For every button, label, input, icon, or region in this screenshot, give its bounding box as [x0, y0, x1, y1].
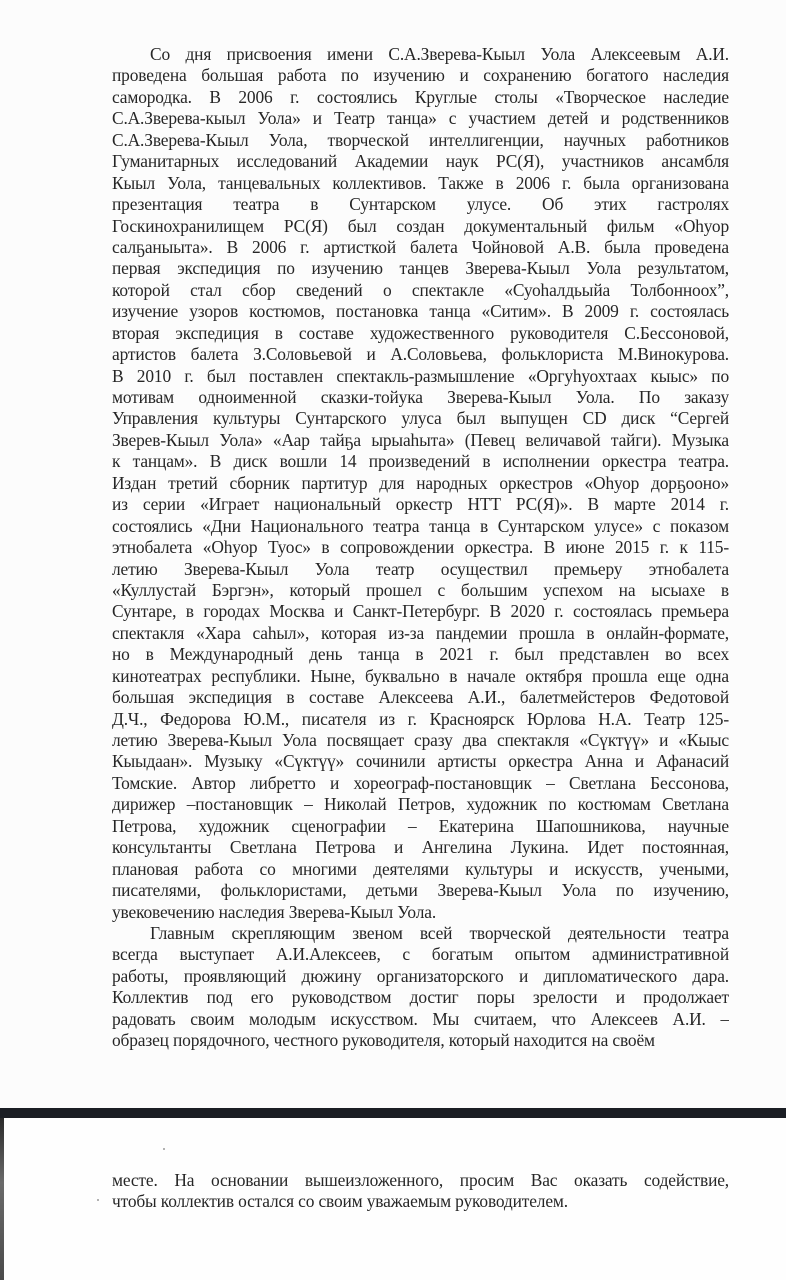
scan-speck: [97, 1199, 99, 1201]
text-line: Кыыдаан». Музыку «Сүктүү» сочинили артисты оркестра Анна и Афанасий: [112, 751, 729, 772]
text-line: месте. На основании вышеизложенного, просим Вас оказать содействие,: [112, 1170, 729, 1190]
text-line: Кыыл Уола, танцевальных коллективов. Также в 2006 г. была организована: [112, 172, 729, 193]
text-line: из серии «Играет национальный оркестр НТТ РС(Я)». В марте 2014 г.: [112, 494, 729, 515]
paragraph-3: [112, 1170, 729, 1213]
text-line: Гуманитарных исследований Академии наук РС(Я), участников ансамбля: [112, 151, 729, 172]
text-line: В 2010 г. был поставлен спектакль-размышление «Оргуhуохтаах кыыс» по: [112, 365, 729, 386]
page-edge-shadow: [0, 1118, 4, 1280]
text-line: С.А.Зверева-Кыыл Уола, творческой интеллигенции, научных работников: [112, 129, 729, 150]
text-line: летию Зверева-Кыыл Уола посвящает сразу два спектакля «Сүктүү» и «Кыыс: [112, 730, 729, 750]
text-line: Д.Ч., Федорова Ю.М., писателя из г. Красноярск Юрлова Н.А. Театр 125-: [112, 708, 729, 729]
text-line: «Куллустай Бэргэн», который прошел с большим успехом на ысыахе в: [112, 579, 729, 600]
text-line: Главным скрепляющим звеном всей творческой деятельности театра: [150, 923, 729, 943]
text-line: которой стал сбор сведений о спектакле «Суоhалдьыйа Толбонноох”,: [112, 279, 729, 300]
text-line: дирижер –постановщик – Николай Петров, художник по костюмам Светлана: [112, 794, 729, 815]
text-line: изучение узоров костюмов, постановка танца «Ситим». В 2009 г. состоялась: [112, 301, 729, 322]
text-line: плановая работа со многими деятелями культуры и искусств, учеными,: [112, 858, 729, 879]
scan-speck: [163, 1148, 165, 1150]
text-line: спектакля «Хара саhыл», которая из-за пандемии прошла в онлайн-формате,: [112, 622, 729, 643]
text-line: проведена большая работа по изучению и сохранению богатого наследия: [112, 65, 729, 86]
paragraph-2: [112, 923, 729, 1052]
text-line: состоялись «Дни Национального театра танца в Сунтарском улусе» с показом: [112, 515, 729, 536]
text-line: артистов балета З.Соловьевой и А.Соловьева, фольклориста М.Винокурова.: [112, 344, 729, 365]
text-line: Зверев-Кыыл Уола» «Аар тайҕа ырыаhыта» (Певец величавой тайги). Музыка: [112, 429, 729, 450]
text-line: первая экспедиция по изучению танцев Зверева-Кыыл Уола результатом,: [112, 258, 729, 279]
text-line: вторая экспедиция в составе художественного руководителя С.Бессоновой,: [112, 322, 729, 343]
text-line: презентация театра в Сунтарском улусе. Об этих гастролях: [112, 194, 729, 215]
text-line: кинотеатрах республики. Ныне, буквально в начале октября прошла еще одна: [112, 665, 729, 686]
text-line: к танцам». В диск вошли 14 произведений в исполнении оркестра театра.: [112, 451, 729, 472]
text-line: Петрова, художник сценографии – Екатерина Шапошникова, научные: [112, 815, 729, 836]
text-line: большая экспедиция в составе Алексеева А.И., балетмейстеров Федотовой: [112, 687, 729, 708]
text-line: писателями, фольклористами, детьми Зверева-Кыыл Уола по изучению,: [112, 880, 729, 901]
text-line: Коллектив под его руководством достиг поры зрелости и продолжает: [112, 987, 729, 1008]
text-line: увековечению наследия Зверева-Кыыл Уола.: [112, 901, 437, 922]
text-line: но в Международный день танца в 2021 г. был представлен во всех: [112, 644, 729, 665]
text-line: Сунтаре, в городах Москва и Санкт-Петербург. В 2020 г. состоялась премьера: [112, 601, 729, 622]
text-line: Госкинохранилищем РС(Я) был создан документальный фильм «Оhуор: [112, 215, 729, 236]
text-line: чтобы коллектив остался со своим уважаемым руководителем.: [112, 1191, 568, 1212]
text-line: салҕаныыта». В 2006 г. артисткой балета Чойновой А.В. была проведена: [112, 236, 729, 257]
page-break-divider: [0, 1108, 786, 1118]
text-line: мотивам одноименной сказки-тойука Зверева-Кыыл Уола. По заказу: [112, 387, 729, 407]
text-line: Управления культуры Сунтарского улуса был выпущен CD диск “Сергей: [112, 408, 729, 429]
text-line: этнобалета «Оhуор Туос» в сопровождении оркестра. В июне 2015 г. к 115-: [112, 537, 729, 558]
text-line: Томские. Автор либретто и хореограф-постановщик – Светлана Бессонова,: [112, 772, 729, 793]
text-line: Издан третий сборник партитур для народных оркестров «Оhуор дорҕооно»: [112, 472, 729, 493]
text-line: образец порядочного, честного руководителя, который находится на своём: [112, 1030, 655, 1051]
paragraph-1: [112, 44, 729, 923]
text-line: С.А.Зверева-кыыл Уола» и Театр танца» с участием детей и родственников: [112, 108, 729, 129]
text-line: Со дня присвоения имени С.А.Зверева-Кыыл Уола Алексеевым А.И.: [150, 44, 729, 64]
text-line: консультанты Светлана Петрова и Ангелина Лукина. Идет постоянная,: [112, 837, 729, 858]
text-line: самородка. В 2006 г. состоялись Круглые столы «Творческое наследие: [112, 86, 729, 107]
text-line: радовать своим молодым искусством. Мы считаем, что Алексеев А.И. –: [112, 1008, 729, 1029]
text-line: всегда выступает А.И.Алексеев, с богатым опытом административной: [112, 944, 729, 965]
text-line: работы, проявляющий дюжину организаторского и дипломатического дара.: [112, 965, 729, 986]
text-line: летию Зверева-Кыыл Уола театр осуществил премьеру этнобалета: [112, 558, 729, 579]
